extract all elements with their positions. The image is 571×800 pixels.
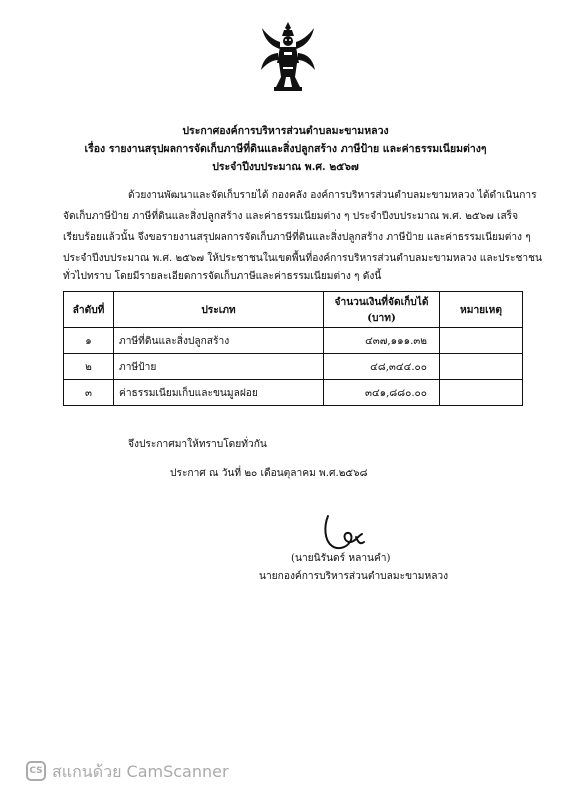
- row-no: ๒: [64, 354, 114, 380]
- header-amount-unit: (บาท): [367, 311, 396, 324]
- announcement-subject: เรื่อง รายงานสรุปผลการจัดเก็บภาษีที่ดินและสิ่งปลูกสร้าง ภาษีป้าย และค่าธรรมเนียมต่างๆ: [84, 143, 487, 155]
- camscanner-logo-icon: CS: [26, 761, 46, 781]
- row-type: ภาษีที่ดินและสิ่งปลูกสร้าง: [114, 328, 324, 354]
- row-note: [440, 328, 523, 354]
- garuda-emblem-icon: [260, 20, 316, 96]
- row-type: ค่าธรรมเนียมเก็บและขนมูลฝอย: [114, 380, 324, 406]
- body-line: เรียบร้อยแล้วนั้น จึงขอรายงานสรุปผลการจัดเก็บภาษีที่ดินและสิ่งปลูกสร้าง ภาษีป้าย และค่าธรรมเนียมต่าง ๆ: [63, 232, 531, 243]
- signer-title: นายกองค์การบริหารส่วนตำบลมะขามหลวง: [259, 571, 449, 582]
- row-amount: ๓๔๑,๘๘๐.๐๐: [324, 380, 440, 406]
- row-note: [440, 380, 523, 406]
- tax-summary-table: [63, 291, 523, 406]
- header-type: ประเภท: [114, 292, 324, 328]
- closing-text: จึงประกาศมาให้ทราบโดยทั่วกัน: [128, 439, 267, 450]
- header-amount: [324, 292, 440, 328]
- header-no: ลำดับที่: [64, 292, 114, 328]
- row-amount: ๔๘,๓๔๔.๐๐: [324, 354, 440, 380]
- body-line: ด้วยงานพัฒนาและจัดเก็บรายได้ กองคลัง องค์การบริหารส่วนตำบลมะขามหลวง ได้ดำเนินการ: [128, 190, 537, 201]
- signer-name: (นายนิรันดร์ หลานคำ): [291, 553, 391, 564]
- table-header-row: [64, 292, 523, 328]
- row-no: ๑: [64, 328, 114, 354]
- header-amount-label: จำนวนเงินที่จัดเก็บได้: [334, 295, 429, 308]
- signature-icon: [318, 512, 368, 554]
- table-row: [64, 328, 523, 354]
- fiscal-year-line: ประจำปีงบประมาณ พ.ศ. ๒๕๖๗: [212, 161, 359, 173]
- row-no: ๓: [64, 380, 114, 406]
- announce-date: ประกาศ ณ วันที่ ๒๐ เดือนตุลาคม พ.ศ.๒๕๖๘: [170, 468, 368, 479]
- row-type: ภาษีป้าย: [114, 354, 324, 380]
- body-line: ประจำปีงบประมาณ พ.ศ. ๒๕๖๗ ให้ประชาชนในเขตพื้นที่องค์การบริหารส่วนตำบลมะขามหลวง และประชาชน: [63, 253, 542, 264]
- body-line: จัดเก็บภาษีป้าย ภาษีที่ดินและสิ่งปลูกสร้าง และค่าธรรมเนียมต่าง ๆ ประจำปีงบประมาณ พ.ศ. ๒๕๖๗ เสร็จ: [63, 211, 519, 222]
- row-amount: ๔๓๗,๑๑๑.๓๒: [324, 328, 440, 354]
- table-row: [64, 380, 523, 406]
- header-note: หมายเหตุ: [440, 292, 523, 328]
- announcement-title: ประกาศองค์การบริหารส่วนตำบลมะขามหลวง: [182, 125, 389, 137]
- table-row: [64, 354, 523, 380]
- body-line: ทั่วไปทราบ โดยมีรายละเอียดการจัดเก็บภาษีและค่าธรรมเนียมต่าง ๆ ดังนี้: [63, 271, 382, 282]
- camscanner-watermark: สแกนด้วย CamScanner: [52, 762, 229, 781]
- row-note: [440, 354, 523, 380]
